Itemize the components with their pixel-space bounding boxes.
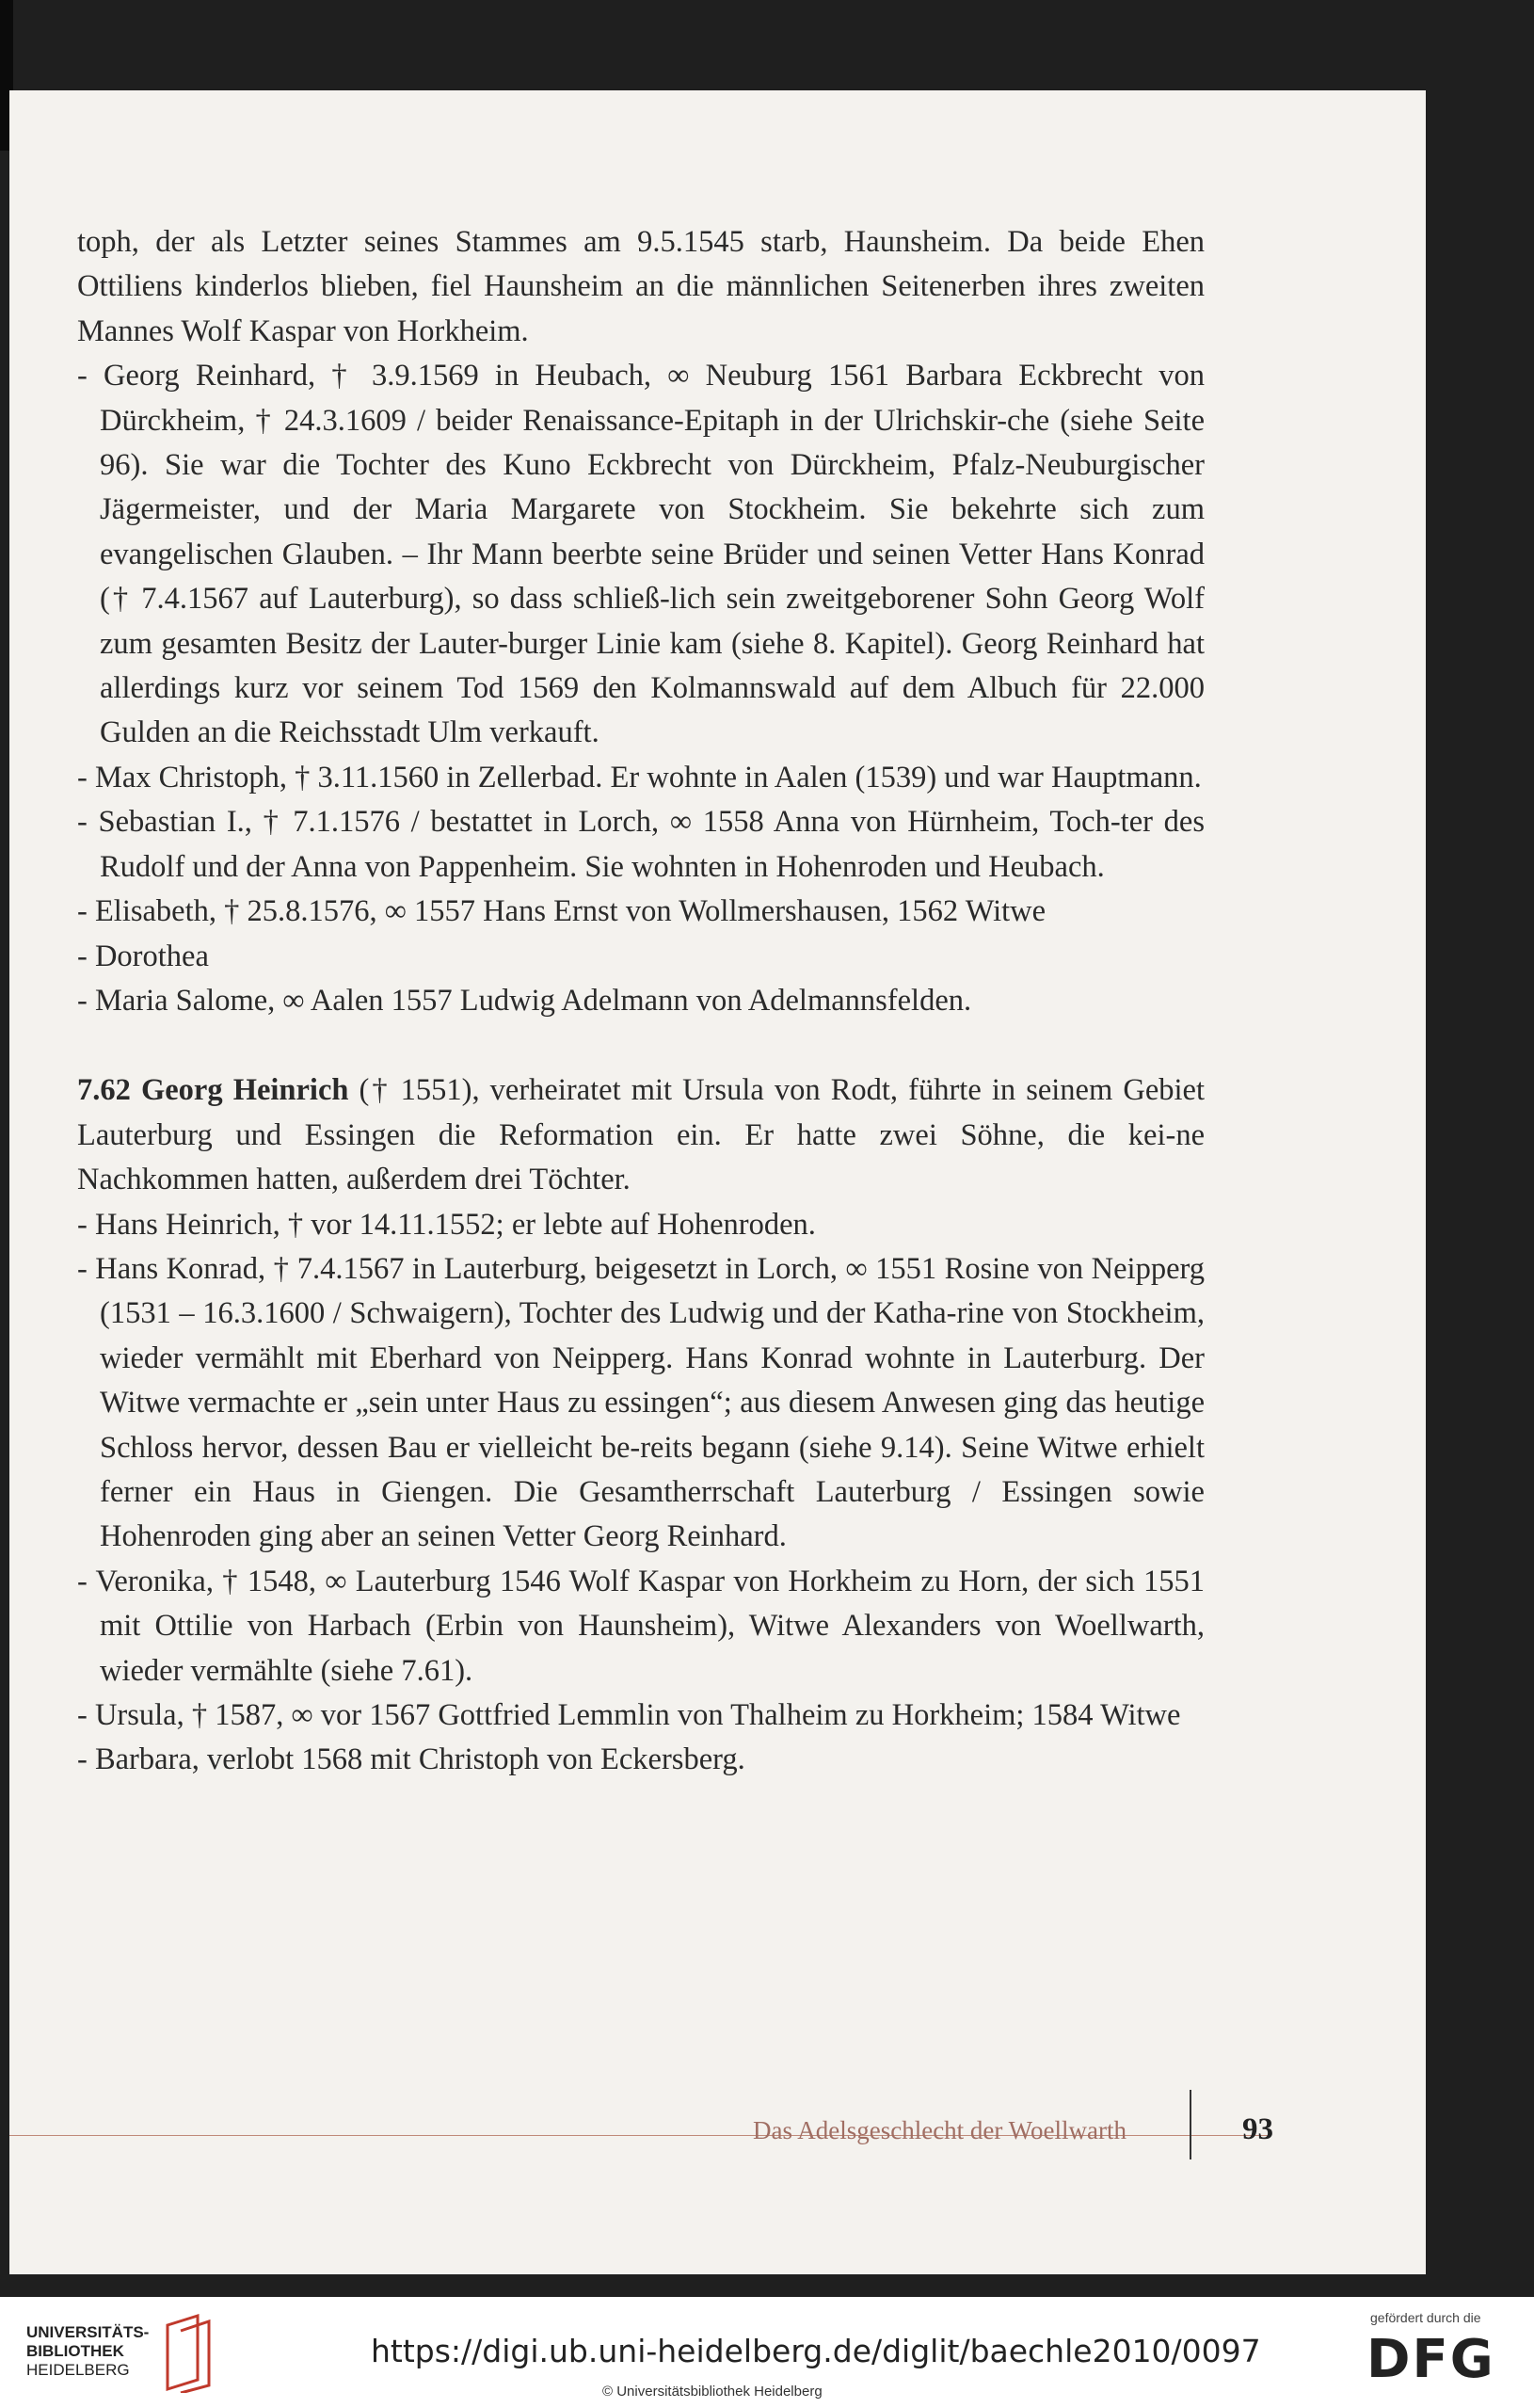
library-logo-icon [160, 2312, 216, 2393]
dfg-logo: DFG [1366, 2329, 1495, 2390]
library-name-line1: UNIVERSITÄTS- [26, 2323, 150, 2341]
digitization-banner [0, 2297, 1534, 2408]
library-name-line2: BIBLIOTHEK [26, 2342, 124, 2360]
list-item: - Ursula, † 1587, ∞ vor 1567 Gottfried Lemmlin von Thalheim zu Horkheim; 1584 Witwe [77, 1698, 1181, 1732]
section-heading: 7.62 Georg Heinrich [77, 1073, 349, 1108]
list-item: - Max Christoph, † 3.11.1560 in Zellerbad. Er wohnte in Aalen (1539) und war Hauptmann. [77, 760, 1202, 795]
list-item: - Dorothea [77, 939, 209, 973]
library-logo-text [26, 2323, 149, 2380]
running-title: Das Adelsgeschlecht der Woellwarth [753, 2116, 1127, 2144]
book-page [9, 90, 1426, 2274]
funder-note: gefördert durch die [1370, 2310, 1481, 2325]
list-item: - Hans Konrad, † 7.4.1567 in Lauterburg, beigesetzt in Lorch, ∞ 1551 Rosine von Neipperg (1531 – 16.3.1600 / Schwaigern), Tochter des Ludwig und der Katha-rine von Stockheim, wieder vermählt mit Eberhard von Neipperg. Hans Konrad wohnte in Lauterburg. Der Witwe vermachte er „sein unter Haus zu essingen“; aus diesem Anwesen ging das heutige Schloss hervor, dessen Bau er vielleicht be-reits begann (siehe 9.14). Seine Witwe erhielt ferner ein Haus in Giengen. Die Gesamtherrschaft Lauterburg / Essingen sowie Hohenroden ging aber an seinen Vetter Georg Reinhard. [77, 1251, 1205, 1554]
list-item: - Elisabeth, † 25.8.1576, ∞ 1557 Hans Ernst von Wollmershausen, 1562 Witwe [77, 894, 1047, 929]
section-spacer [77, 1023, 1205, 1068]
footer-separator [1190, 2090, 1191, 2159]
list-item: - Georg Reinhard, † 3.9.1569 in Heubach, ∞ Neuburg 1561 Barbara Eckbrecht von Dürckheim, † 24.3.1609 / beider Renaissance-Epitaph in der Ulrichskir-che (siehe Seite 96). Sie war die Tochter des Kuno Eckbrecht von Dürckheim, Pfalz-Neuburgischer Jägermeister, und der Maria Margarete von Stockheim. Sie bekehrte sich zum evangelischen Glauben. – Ihr Mann beerbte seine Brüder und seinen Vetter Hans Konrad († 7.4.1567 auf Lauterburg), so dass schließ-lich sein zweitgeborener Sohn Georg Wolf zum gesamten Besitz der Lauter-burger Linie kam (siehe 8. Kapitel). Georg Reinhard hat allerdings kurz vor seinem Tod 1569 den Kolmannswald auf dem Albuch für 22.000 Gulden an die Reichsstadt Ulm verkauft. [77, 359, 1205, 750]
library-name-line3: HEIDELBERG [26, 2361, 130, 2379]
section-text: († 1551), verheiratet mit Ursula von Rodt, führte in seinem Gebiet Lauterburg und Essingen die Reformation ein. Er hatte zwei Söhne, die kei-ne Nachkommen hatten, außerdem drei Töchter. [77, 1073, 1205, 1197]
section-paragraph [77, 1068, 1205, 1202]
list-item: - Maria Salome, ∞ Aalen 1557 Ludwig Adelmann von Adelmannsfelden. [77, 983, 972, 1018]
permalink-url[interactable]: https://digi.ub.uni-heidelberg.de/diglit/baechle2010/0097 [371, 2333, 1261, 2369]
list-item: - Veronika, † 1548, ∞ Lauterburg 1546 Wolf Kaspar von Horkheim zu Horn, der sich 1551 mit Ottilie von Harbach (Erbin von Haunsheim), Witwe Alexanders von Woellwarth, wieder vermählte (siehe 7.61). [77, 1564, 1205, 1688]
page-body [77, 220, 1205, 1783]
copyright-notice: © Universitätsbibliothek Heidelberg [602, 2384, 823, 2400]
paragraph-continuation: toph, der als Letzter seines Stammes am 9.5.1545 starb, Haunsheim. Da beide Ehen Ottiliens kinderlos blieben, fiel Haunsheim an die männlichen Seitenerben ihres zweiten Mannes Wolf Kaspar von Horkheim. [77, 225, 1205, 348]
list-item: - Sebastian I., † 7.1.1576 / bestattet in Lorch, ∞ 1558 Anna von Hürnheim, Toch-ter des Rudolf und der Anna von Pappenheim. Sie wohnten in Hohenroden und Heubach. [77, 805, 1205, 884]
page-number: 93 [1242, 2112, 1273, 2146]
list-item: - Hans Heinrich, † vor 14.11.1552; er lebte auf Hohenroden. [77, 1207, 816, 1242]
list-item: - Barbara, verlobt 1568 mit Christoph von Eckersberg. [77, 1742, 745, 1777]
